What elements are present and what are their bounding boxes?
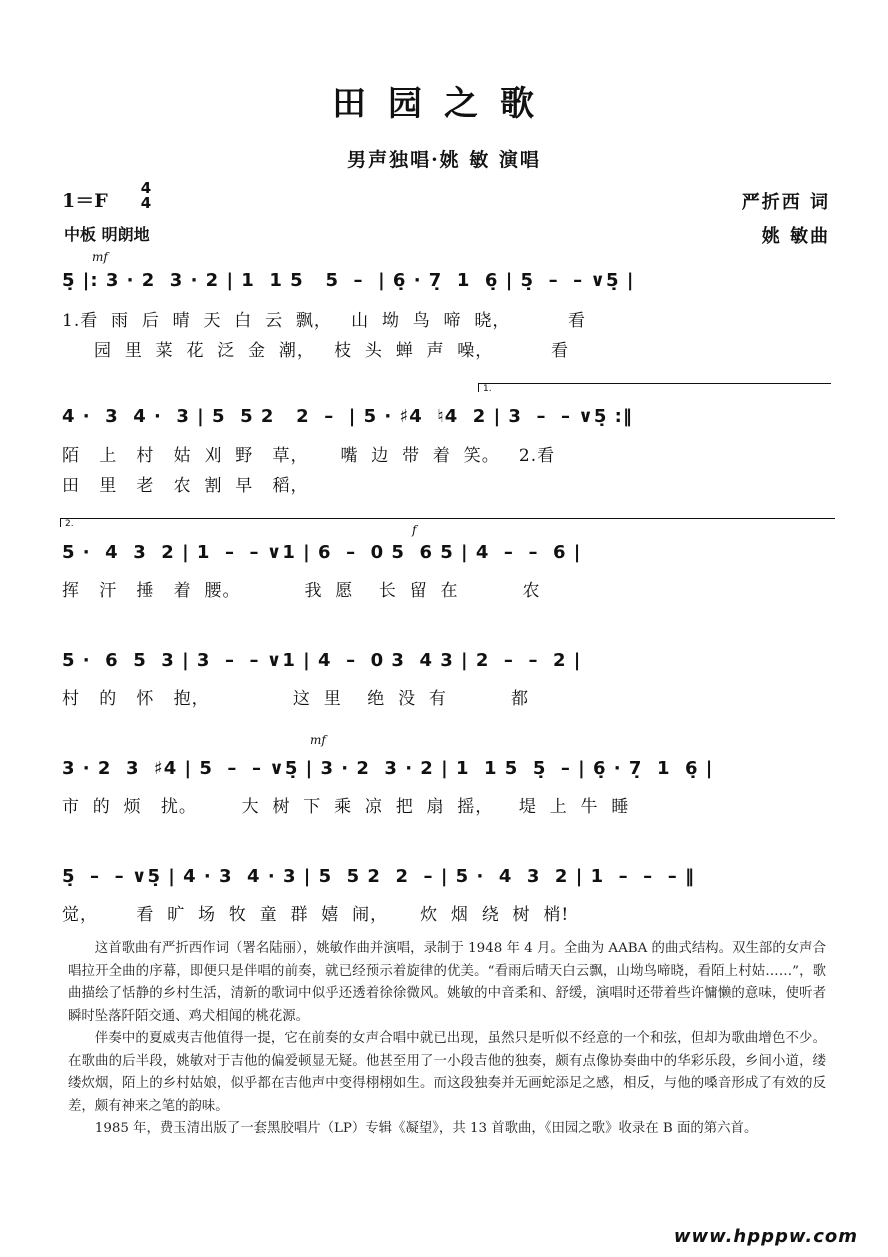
commentary <box>68 938 826 1141</box>
tempo-marking: 中板 明朗地 <box>64 225 150 244</box>
lyric-line-1a: 1.看 雨 后 晴 天 白 云 飘， 山 坳 鸟 啼 晓， 看 <box>62 311 586 331</box>
dynamic-mf-2: mf <box>310 733 326 747</box>
song-subtitle: 男声独唱·姚 敏 演唱 <box>347 149 541 171</box>
website-watermark: www.hpppw.com <box>673 1226 858 1247</box>
dynamic-f: f <box>412 523 417 537</box>
time-top: 4 <box>140 179 152 197</box>
notation-line-2: 4 · 3 4 · 3 | 5 5 2 2 – | 5 · ♯4 ♮4 2 | 3 – – ∨5̣ :‖ <box>62 406 633 427</box>
lyric-line-2b: 田 里 老 农 割 早 稻， <box>62 476 309 496</box>
commentary-paragraph: 这首歌曲有严折西作词（署名陆丽），姚敏作曲并演唱，录制于 1948 年 4 月。全曲为 AABA 的曲式结构。双生部的女声合唱拉开全曲的序幕，即便只是伴唱的前奏，就已经预示着旋律的优美。“看雨后晴天白云飘，山坳鸟啼晓，看陌上村姑……”，歌曲描绘了恬静的乡村生活，清新的歌词中似乎还透着徐徐微风。姚敏的中音柔和、舒缓，演唱时还带着些许慵懒的意味，使听者瞬时坠落阡陌交通、鸡犬相闻的桃花源。 <box>68 941 826 1024</box>
notation-line-1: 5̣ |: 3 · 2 3 · 2 | 1 1 5 5 – | 6̣ · 7̣ 1 6̣ | 5̣ – – ∨5̣ | <box>62 270 635 291</box>
notation-line-3: 5 · 4 3 2 | 1 – – ∨1 | 6 – 0 5 6 5 | 4 – – 6 | <box>62 542 582 563</box>
lyricist-credit: 严折西 词 <box>741 192 830 213</box>
composer-credit: 姚 敏曲 <box>761 226 830 247</box>
lyric-line-1b: 园 里 菜 花 泛 金 潮， 枝 头 蝉 声 噪， 看 <box>62 341 569 361</box>
lyric-line-4: 村 的 怀 抱， 这 里 绝 没 有 都 <box>62 689 529 709</box>
lyric-line-2a: 陌 上 村 姑 刈 野 草， 嘴 边 带 着 笑。 2.看 <box>62 446 556 466</box>
notation-line-5: 3 · 2 3 ♯4 | 5 – – ∨5̣ | 3 · 2 3 · 2 | 1 1 5 5̣ – | 6̣ · 7̣ 1 6̣ | <box>62 758 714 779</box>
volta-2: 2. <box>60 518 835 527</box>
time-signature <box>138 181 154 211</box>
song-title: 田园之歌 <box>332 84 556 124</box>
key-signature: 1＝F <box>62 190 108 212</box>
lyric-line-5: 市 的 烦 扰。 大 树 下 乘 凉 把 扇 摇， 堤 上 牛 睡 <box>62 797 630 817</box>
volta-1: 1. <box>478 383 831 392</box>
lyric-line-3: 挥 汗 捶 着 腰。 我 愿 长 留 在 农 <box>62 581 541 601</box>
commentary-paragraph: 1985 年，费玉清出版了一套黑胶唱片（LP）专辑《凝望》，共 13 首歌曲，《田园之歌》收录在 B 面的第六首。 <box>94 1121 758 1136</box>
lyric-line-6: 觉， 看 旷 场 牧 童 群 嬉 闹， 炊 烟 绕 树 梢! <box>62 905 570 925</box>
dynamic-mf: mf <box>92 250 108 264</box>
notation-line-6: 5̣ – – ∨5̣ | 4 · 3 4 · 3 | 5 5 2 2 – | 5 · 4 3 2 | 1 – – – ‖ <box>62 866 695 887</box>
time-bottom: 4 <box>140 194 152 212</box>
notation-line-4: 5 · 6 5 3 | 3 – – ∨1 | 4 – 0 3 4 3 | 2 – – 2 | <box>62 650 582 671</box>
commentary-paragraph: 伴奏中的夏威夷吉他值得一提，它在前奏的女声合唱中就已出现，虽然只是听似不经意的一个和弦，但却为歌曲增色不少。在歌曲的后半段，姚敏对于吉他的偏爱顿显无疑。他甚至用了一小段吉他的独奏，颇有点像协奏曲中的华彩乐段，乡间小道，缕缕炊烟，陌上的乡村姑娘，似乎都在吉他声中变得栩栩如生。而这段独奏并无画蛇添足之感，相反，与他的嗓音形成了有效的反差，颇有神来之笔的韵味。 <box>68 1031 826 1114</box>
